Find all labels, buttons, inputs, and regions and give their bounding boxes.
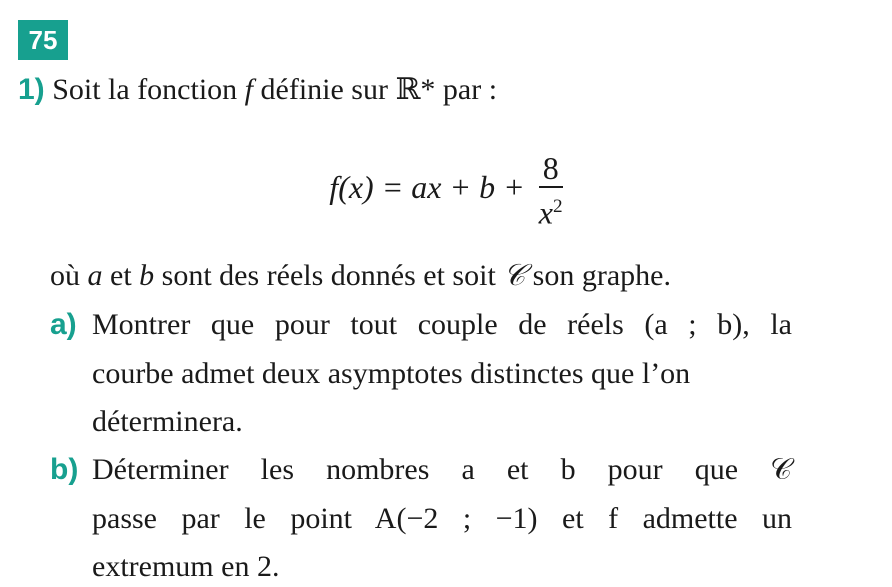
- intro-text: Soit la fonction: [52, 73, 238, 106]
- exercise-number-badge: 75: [18, 20, 68, 60]
- part-a-line-1: Montrer que pour tout couple de réels (a ; b), la: [92, 308, 792, 341]
- question-number: 1): [18, 73, 45, 106]
- intro-end: par :: [442, 73, 498, 106]
- part-b-line-1: Déterminer les nombres a et b pour que 𝒞: [92, 453, 792, 486]
- description-line: [50, 258, 671, 293]
- part-b-label: b): [50, 453, 79, 486]
- intro-mid: définie sur: [260, 73, 388, 106]
- fraction-numerator: 8: [539, 150, 563, 188]
- formula-fraction: [539, 150, 563, 232]
- part-a-line-2: courbe admet deux asymptotes distinctes que l’on: [92, 357, 691, 390]
- desc-b: b: [139, 259, 155, 292]
- question-1-intro: [18, 72, 497, 107]
- desc-text-2: et: [110, 259, 132, 292]
- part-a-line-3: déterminera.: [92, 405, 243, 438]
- part-b-line-3: extremum en 2.: [92, 550, 280, 583]
- domain-symbol: ℝ*: [395, 73, 436, 106]
- fraction-denominator: [539, 188, 563, 232]
- denominator-base: x: [538, 194, 553, 231]
- denominator-exponent: 2: [552, 196, 563, 217]
- function-formula: [0, 150, 892, 232]
- desc-text-1: où: [50, 259, 80, 292]
- desc-a: a: [87, 259, 103, 292]
- desc-text-4: son graphe.: [532, 259, 671, 292]
- part-b-line-2: passe par le point A(−2 ; −1) et f admette un: [92, 502, 792, 535]
- desc-text-3: sont des réels donnés et soit: [161, 259, 496, 292]
- part-a-label: a): [50, 308, 77, 341]
- formula-lhs: f(x) = ax + b +: [329, 169, 525, 206]
- curve-symbol: 𝒞: [503, 258, 526, 293]
- function-name: f: [244, 73, 254, 106]
